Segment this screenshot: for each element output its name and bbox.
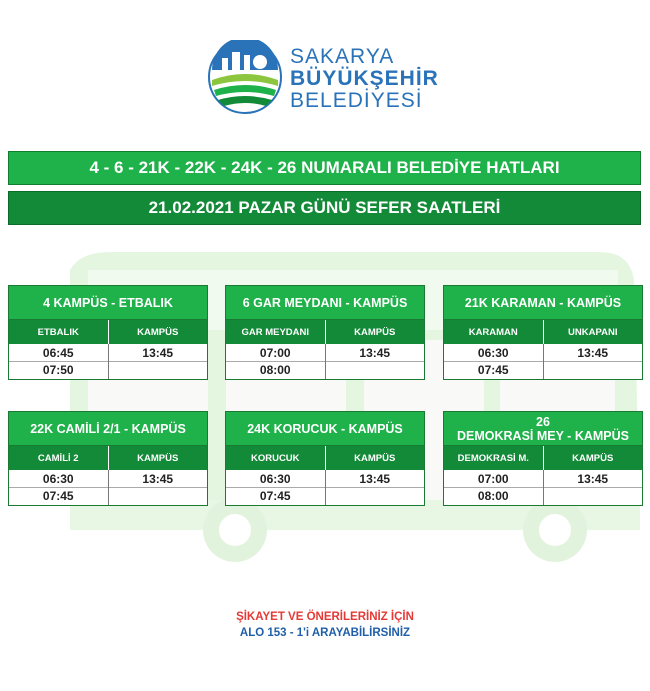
route-card: [8, 285, 208, 380]
column-header: UNKAPANI: [568, 326, 618, 338]
municipality-emblem-icon: [208, 40, 282, 114]
org-name-line3: BELEDİYESİ: [290, 89, 423, 112]
org-name-line1: SAKARYA: [290, 45, 395, 68]
departure-time: [544, 361, 643, 378]
column-header: KAMPÜS: [572, 452, 614, 464]
org-logo: [208, 38, 488, 118]
bus-background-illustration: [0, 230, 650, 590]
departure-time: 13:45: [359, 471, 391, 486]
departure-time: [326, 487, 425, 504]
departure-time: 06:30: [259, 471, 291, 486]
departure-time: 13:45: [577, 345, 609, 360]
complaints-line: ŞİKAYET VE ÖNERİLERİNİZ İÇİN: [236, 611, 414, 623]
departure-time: 08:00: [444, 487, 543, 504]
departure-time: 06:30: [42, 471, 74, 486]
departure-time: [109, 361, 208, 378]
route-title: 26 DEMOKRASİ MEY - KAMPÜS: [444, 412, 642, 446]
route-card: [443, 411, 643, 506]
column-header: DEMOKRASİ M.: [444, 446, 544, 470]
route-title: 6 GAR MEYDANI - KAMPÜS: [226, 286, 424, 320]
departure-time: 07:45: [9, 487, 108, 504]
column-header: CAMİLİ 2: [9, 446, 109, 470]
route-card: [443, 285, 643, 380]
route-title: 24K KORUCUK - KAMPÜS: [226, 412, 424, 446]
lines-banner: 4 - 6 - 21K - 22K - 24K - 26 NUMARALI BELEDİYE HATLARI: [8, 151, 641, 185]
departure-time: 06:30: [477, 345, 509, 360]
column-header: GAR MEYDANI: [226, 320, 326, 344]
column-header: KORUCUK: [226, 446, 326, 470]
column-header: KAMPÜS: [354, 326, 396, 338]
column-header: KAMPÜS: [137, 326, 179, 338]
departure-time: [326, 361, 425, 378]
departure-time: 13:45: [142, 345, 174, 360]
departure-time: 07:50: [9, 361, 108, 378]
departure-time: 07:00: [259, 345, 291, 360]
departure-time: [109, 487, 208, 504]
departure-time: 06:45: [42, 345, 74, 360]
date-banner: 21.02.2021 PAZAR GÜNÜ SEFER SAATLERİ: [8, 191, 641, 225]
column-header: KAMPÜS: [354, 452, 396, 464]
departure-time: 08:00: [226, 361, 325, 378]
route-card: [8, 411, 208, 506]
org-name-line2: BÜYÜKŞEHİR: [290, 67, 439, 90]
departure-time: 07:00: [477, 471, 509, 486]
column-header: KAMPÜS: [137, 452, 179, 464]
route-card: [225, 285, 425, 380]
route-title: 4 KAMPÜS - ETBALIK: [9, 286, 207, 320]
hotline-line: ALO 153 - 1'i ARAYABİLİRSİNİZ: [239, 627, 411, 639]
departure-time: 13:45: [359, 345, 391, 360]
departure-time: 13:45: [142, 471, 174, 486]
departure-time: 07:45: [226, 487, 325, 504]
column-header: ETBALIK: [9, 320, 109, 344]
departure-time: 07:45: [444, 361, 543, 378]
route-title: 22K CAMİLİ 2/1 - KAMPÜS: [9, 412, 207, 446]
route-card: [225, 411, 425, 506]
route-title: 21K KARAMAN - KAMPÜS: [444, 286, 642, 320]
departure-time: [544, 487, 643, 504]
column-header: KARAMAN: [444, 320, 544, 344]
departure-time: 13:45: [577, 471, 609, 486]
